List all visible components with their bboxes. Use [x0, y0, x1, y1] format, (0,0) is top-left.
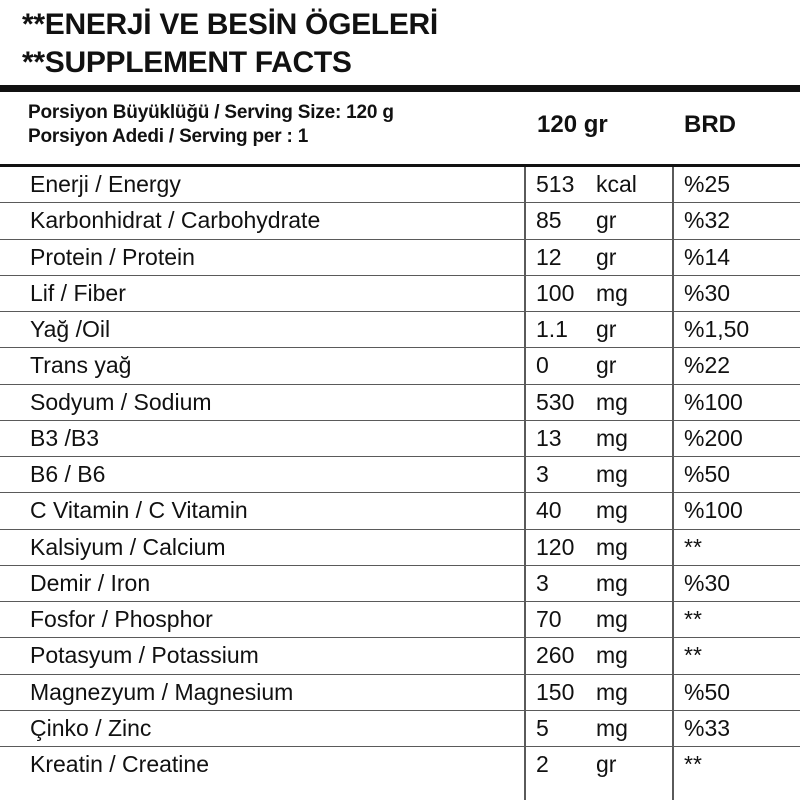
nutrient-brd: ** [684, 642, 702, 669]
table-row [0, 421, 800, 457]
nutrient-unit: gr [596, 352, 617, 379]
table-row [0, 276, 800, 312]
table-row [0, 240, 800, 276]
nutrient-unit: mg [596, 424, 628, 451]
nutrient-amount: 0 [536, 352, 549, 379]
nutrient-name: Kalsiyum / Calcium [30, 533, 226, 560]
table-header [0, 92, 800, 164]
nutrient-brd: %14 [684, 243, 731, 270]
brd-column-header: BRD [684, 111, 736, 138]
nutrient-brd: %50 [684, 461, 731, 487]
table-row [0, 457, 800, 493]
nutrient-amount: 150 [536, 678, 575, 705]
table-row [0, 747, 800, 783]
top-thick-rule [0, 85, 800, 92]
nutrient-unit: mg [596, 714, 628, 741]
nutrient-unit: mg [596, 533, 628, 560]
nutrient-unit: mg [596, 678, 628, 705]
nutrient-brd: %30 [684, 569, 731, 596]
nutrient-brd: %100 [684, 497, 743, 524]
amount-column-header: 120 gr [537, 111, 608, 138]
nutrient-brd: %22 [684, 352, 731, 379]
nutrient-unit: mg [596, 569, 628, 596]
nutrient-unit: gr [596, 243, 617, 270]
nutrient-amount: 120 [536, 533, 575, 560]
nutrient-name: B6 / B6 [30, 461, 106, 487]
nutrient-amount: 3 [536, 569, 549, 596]
nutrient-amount: 100 [536, 279, 575, 306]
nutrient-table-body [0, 167, 800, 783]
title-english: **SUPPLEMENT FACTS [22, 46, 352, 79]
nutrient-amount: 5 [536, 714, 549, 741]
nutrient-brd: %200 [684, 424, 743, 451]
table-row [0, 493, 800, 529]
nutrient-name: Karbonhidrat / Carbohydrate [30, 207, 321, 234]
table-row [0, 167, 800, 203]
nutrient-brd: %30 [684, 279, 731, 306]
nutrient-brd: ** [684, 751, 702, 777]
nutrient-brd: %25 [684, 171, 731, 197]
nutrient-name: Enerji / Energy [30, 171, 181, 197]
nutrient-brd: %100 [684, 388, 743, 415]
nutrient-amount: 40 [536, 497, 562, 524]
nutrient-name: C Vitamin / C Vitamin [30, 497, 248, 524]
serving-info [28, 101, 488, 149]
nutrient-amount: 260 [536, 642, 575, 669]
nutrient-amount: 12 [536, 243, 562, 270]
table-row [0, 312, 800, 348]
nutrient-name: Sodyum / Sodium [30, 388, 212, 415]
nutrient-brd: %1,50 [684, 316, 750, 342]
table-row [0, 638, 800, 674]
table-row [0, 203, 800, 239]
nutrient-amount: 530 [536, 388, 575, 415]
nutrient-unit: gr [596, 751, 617, 777]
table-row [0, 675, 800, 711]
nutrient-unit: kcal [596, 171, 637, 197]
nutrient-unit: mg [596, 279, 628, 306]
nutrient-brd: %50 [684, 678, 731, 705]
nutrient-unit: mg [596, 461, 628, 487]
nutrient-name: Kreatin / Creatine [30, 751, 209, 777]
table-row [0, 530, 800, 566]
nutrient-amount: 1.1 [536, 316, 568, 342]
nutrient-brd: ** [684, 606, 702, 632]
table-row [0, 348, 800, 384]
nutrient-unit: gr [596, 207, 617, 234]
serving-size: Porsiyon Büyüklüğü / Serving Size: 120 g [28, 102, 394, 123]
nutrient-name: B3 /B3 [30, 424, 100, 451]
table-row [0, 711, 800, 747]
nutrient-name: Çinko / Zinc [30, 714, 152, 741]
nutrient-brd: %32 [684, 207, 731, 234]
nutrient-amount: 3 [536, 461, 549, 487]
nutrient-name: Yağ /Oil [30, 316, 111, 342]
nutrient-unit: mg [596, 497, 628, 524]
table-row [0, 566, 800, 602]
nutrient-brd: ** [684, 533, 702, 560]
nutrient-unit: mg [596, 388, 628, 415]
nutrient-amount: 513 [536, 171, 575, 197]
nutrient-amount: 13 [536, 424, 562, 451]
title-turkish: **ENERJİ VE BESİN ÖGELERİ [22, 8, 438, 41]
servings-per-container: Porsiyon Adedi / Serving per : 1 [28, 126, 309, 147]
nutrient-name: Lif / Fiber [30, 279, 126, 306]
nutrient-brd: %33 [684, 714, 731, 741]
nutrient-unit: gr [596, 316, 617, 342]
nutrient-name: Magnezyum / Magnesium [30, 678, 294, 705]
nutrient-name: Protein / Protein [30, 243, 195, 270]
nutrient-name: Potasyum / Potassium [30, 642, 259, 669]
nutrient-amount: 70 [536, 606, 562, 632]
nutrient-name: Trans yağ [30, 352, 132, 379]
nutrient-name: Demir / Iron [30, 569, 151, 596]
nutrient-amount: 2 [536, 751, 549, 777]
table-row [0, 602, 800, 638]
nutrient-unit: mg [596, 606, 628, 632]
nutrient-unit: mg [596, 642, 628, 669]
table-row [0, 385, 800, 421]
nutrient-amount: 85 [536, 207, 562, 234]
facts-title [22, 6, 782, 82]
nutrient-name: Fosfor / Phosphor [30, 606, 213, 632]
